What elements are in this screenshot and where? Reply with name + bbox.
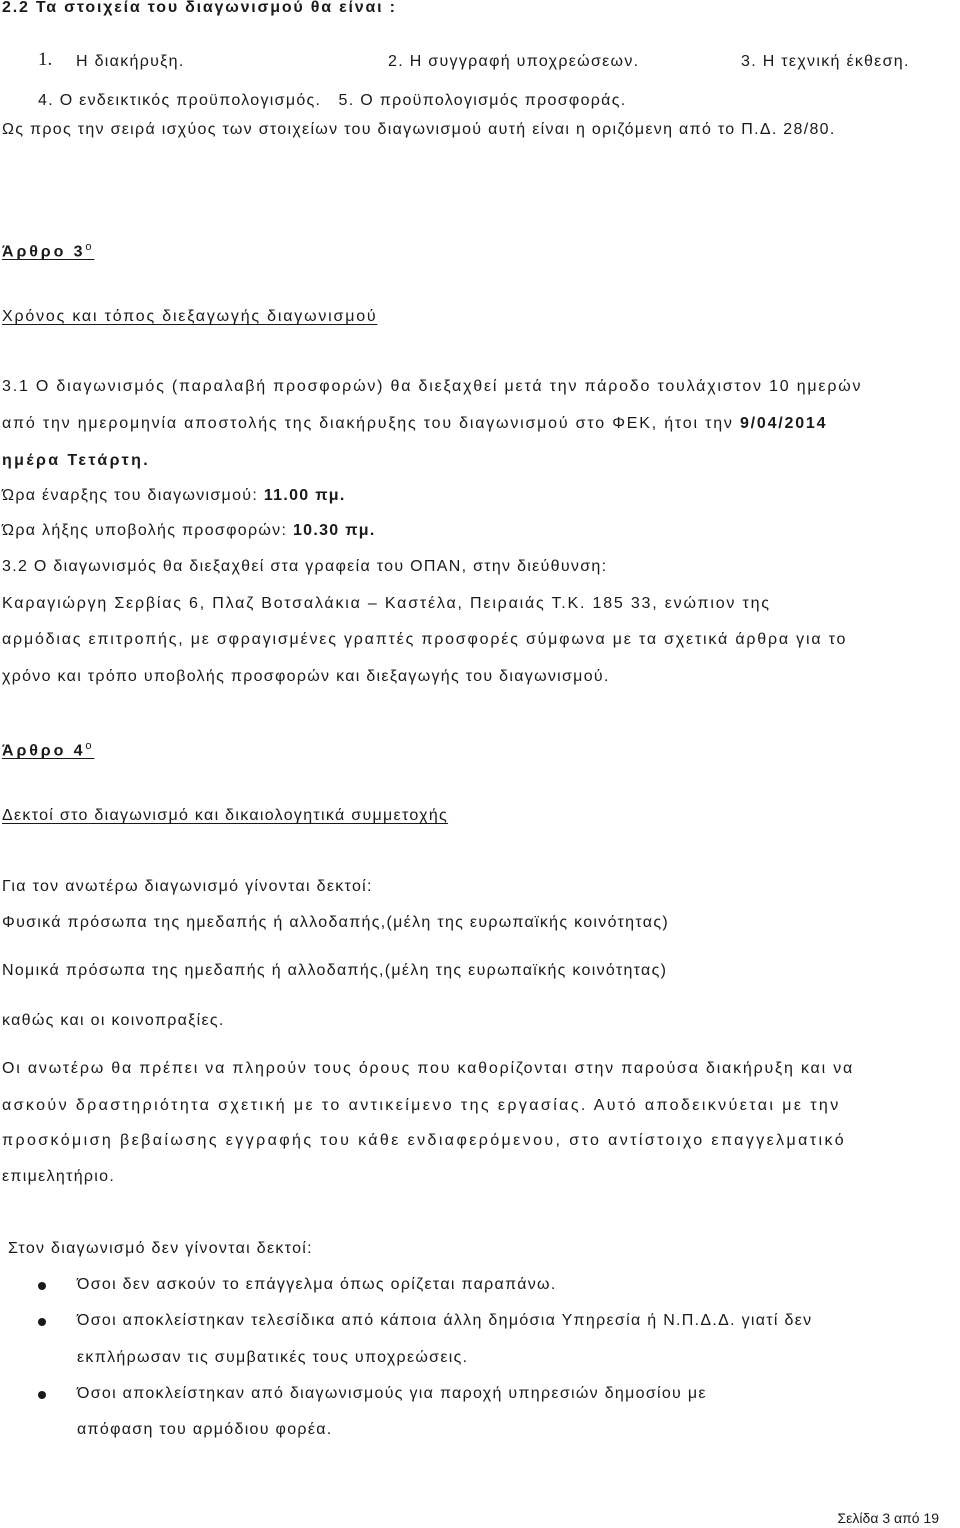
start-time-line: Ώρα έναρξης του διαγωνισμού: 11.00 πμ. bbox=[2, 487, 346, 504]
bullet-icon bbox=[38, 1391, 46, 1399]
paragraph-3-2-line-1: 3.2 Ο διαγωνισμός θα διεξαχθεί στα γραφεία του ΟΠΑΝ, στην διεύθυνση: bbox=[2, 558, 608, 575]
doc-item-4: 4. Ο ενδεικτικός προϋπολογισμός. bbox=[38, 92, 322, 109]
order-of-precedence: Ως προς την σειρά ισχύος των στοιχείων του διαγωνισμού αυτή είναι η οριζόμενη από το Π.Δ. 28/80. bbox=[2, 121, 836, 138]
bullet-icon bbox=[38, 1318, 46, 1326]
bullet-item-3-line-1: Όσοι αποκλείστηκαν από διαγωνισμούς για παροχή υπηρεσιών δημοσίου με bbox=[77, 1385, 707, 1402]
conditions-line-1: Οι ανωτέρω θα πρέπει να πληρούν τους όρους που καθορίζονται στην παρούσα διακήρυξη και να bbox=[2, 1060, 855, 1077]
doc-item-3: 3. Η τεχνική έκθεση. bbox=[741, 53, 910, 70]
conditions-line-2: ασκούν δραστηριότητα σχετική με το αντικείμενο της εργασίας. Αυτό αποδεικνύεται με την bbox=[2, 1097, 841, 1114]
bullet-item-2-line-1: Όσοι αποκλείστηκαν τελεσίδικα από κάποια άλλη δημόσια Υπηρεσία ή Ν.Π.Δ.Δ. γιατί δεν bbox=[77, 1312, 813, 1329]
conditions-line-4: επιμελητήριο. bbox=[2, 1168, 116, 1185]
article-3-title: Άρθρο $3^o$ bbox=[2, 241, 95, 261]
paragraph-3-1-line-2: από την ημερομηνία αποστολής της διακήρυξης του διαγωνισμού στο ΦΕΚ, ήτοι την 9/04/2014 bbox=[2, 415, 828, 432]
section-heading: 2.2 Τα στοιχεία του διαγωνισμού θα είναι : bbox=[2, 0, 397, 16]
bullet-icon bbox=[38, 1282, 46, 1290]
doc-item-2: 2. Η συγγραφή υποχρεώσεων. bbox=[388, 53, 640, 70]
paragraph-3-2-line-2: Καραγιώργη Σερβίας 6, Πλαζ Βοτσαλάκια – Καστέλα, Πειραιάς Τ.Κ. 185 33, ενώπιον της bbox=[2, 595, 771, 612]
paragraph-3-1-line-3: ημέρα Τετάρτη. bbox=[2, 452, 151, 469]
doc-item-5: 5. Ο προϋπολογισμός προσφοράς. bbox=[338, 92, 627, 109]
accepted-joint-ventures: καθώς και οι κοινοπραξίες. bbox=[2, 1012, 225, 1029]
paragraph-3-2-line-3: αρμόδιας επιτροπής, με σφραγισμένες γραπτές προσφορές σύμφωνα με τα σχετικά άρθρα για το bbox=[2, 631, 848, 648]
bullet-item-1: Όσοι δεν ασκούν το επάγγελμα όπως ορίζεται παραπάνω. bbox=[77, 1276, 557, 1293]
page-number: Σελίδα 3 από 19 bbox=[837, 1510, 939, 1526]
article-3-subtitle: Χρόνος και τόπος διεξαγωγής διαγωνισμού bbox=[2, 308, 378, 325]
accepted-natural-persons: Φυσικά πρόσωπα της ημεδαπής ή αλλοδαπής,(μέλη της ευρωπαϊκής κοινότητας) bbox=[2, 914, 669, 931]
doc-item-1: Η διακήρυξη. bbox=[76, 53, 185, 70]
article-4-title: Άρθρο $4^o$ bbox=[2, 740, 95, 760]
conditions-line-3: προσκόμιση βεβαίωσης εγγραφής του κάθε ενδιαφερόμενου, στο αντίστοιχο επαγγελματικό bbox=[2, 1132, 846, 1149]
bullet-item-3-line-2: απόφαση του αρμόδιου φορέα. bbox=[77, 1421, 333, 1438]
end-time-line: Ώρα λήξης υποβολής προσφορών: 10.30 πμ. bbox=[2, 522, 376, 539]
doc-item-1-number: 1. bbox=[38, 49, 53, 70]
paragraph-3-2-line-4: χρόνο και τρόπο υποβολής προσφορών και διεξαγωγής του διαγωνισμού. bbox=[2, 668, 610, 685]
accepted-intro: Για τον ανωτέρω διαγωνισμό γίνονται δεκτοί: bbox=[2, 878, 373, 895]
not-accepted-intro: Στον διαγωνισμό δεν γίνονται δεκτοί: bbox=[8, 1240, 313, 1257]
paragraph-3-1-line-1: 3.1 Ο διαγωνισμός (παραλαβή προσφορών) θα διεξαχθεί μετά την πάροδο τουλάχιστον 10 ημερών bbox=[2, 378, 863, 395]
bullet-item-2-line-2: εκπλήρωσαν τις συμβατικές τους υποχρεώσεις. bbox=[77, 1349, 469, 1366]
accepted-legal-entities: Νομικά πρόσωπα της ημεδαπής ή αλλοδαπής,(μέλη της ευρωπαϊκής κοινότητας) bbox=[2, 962, 668, 979]
article-4-subtitle: Δεκτοί στο διαγωνισμό και δικαιολογητικά συμμετοχής bbox=[2, 807, 449, 824]
